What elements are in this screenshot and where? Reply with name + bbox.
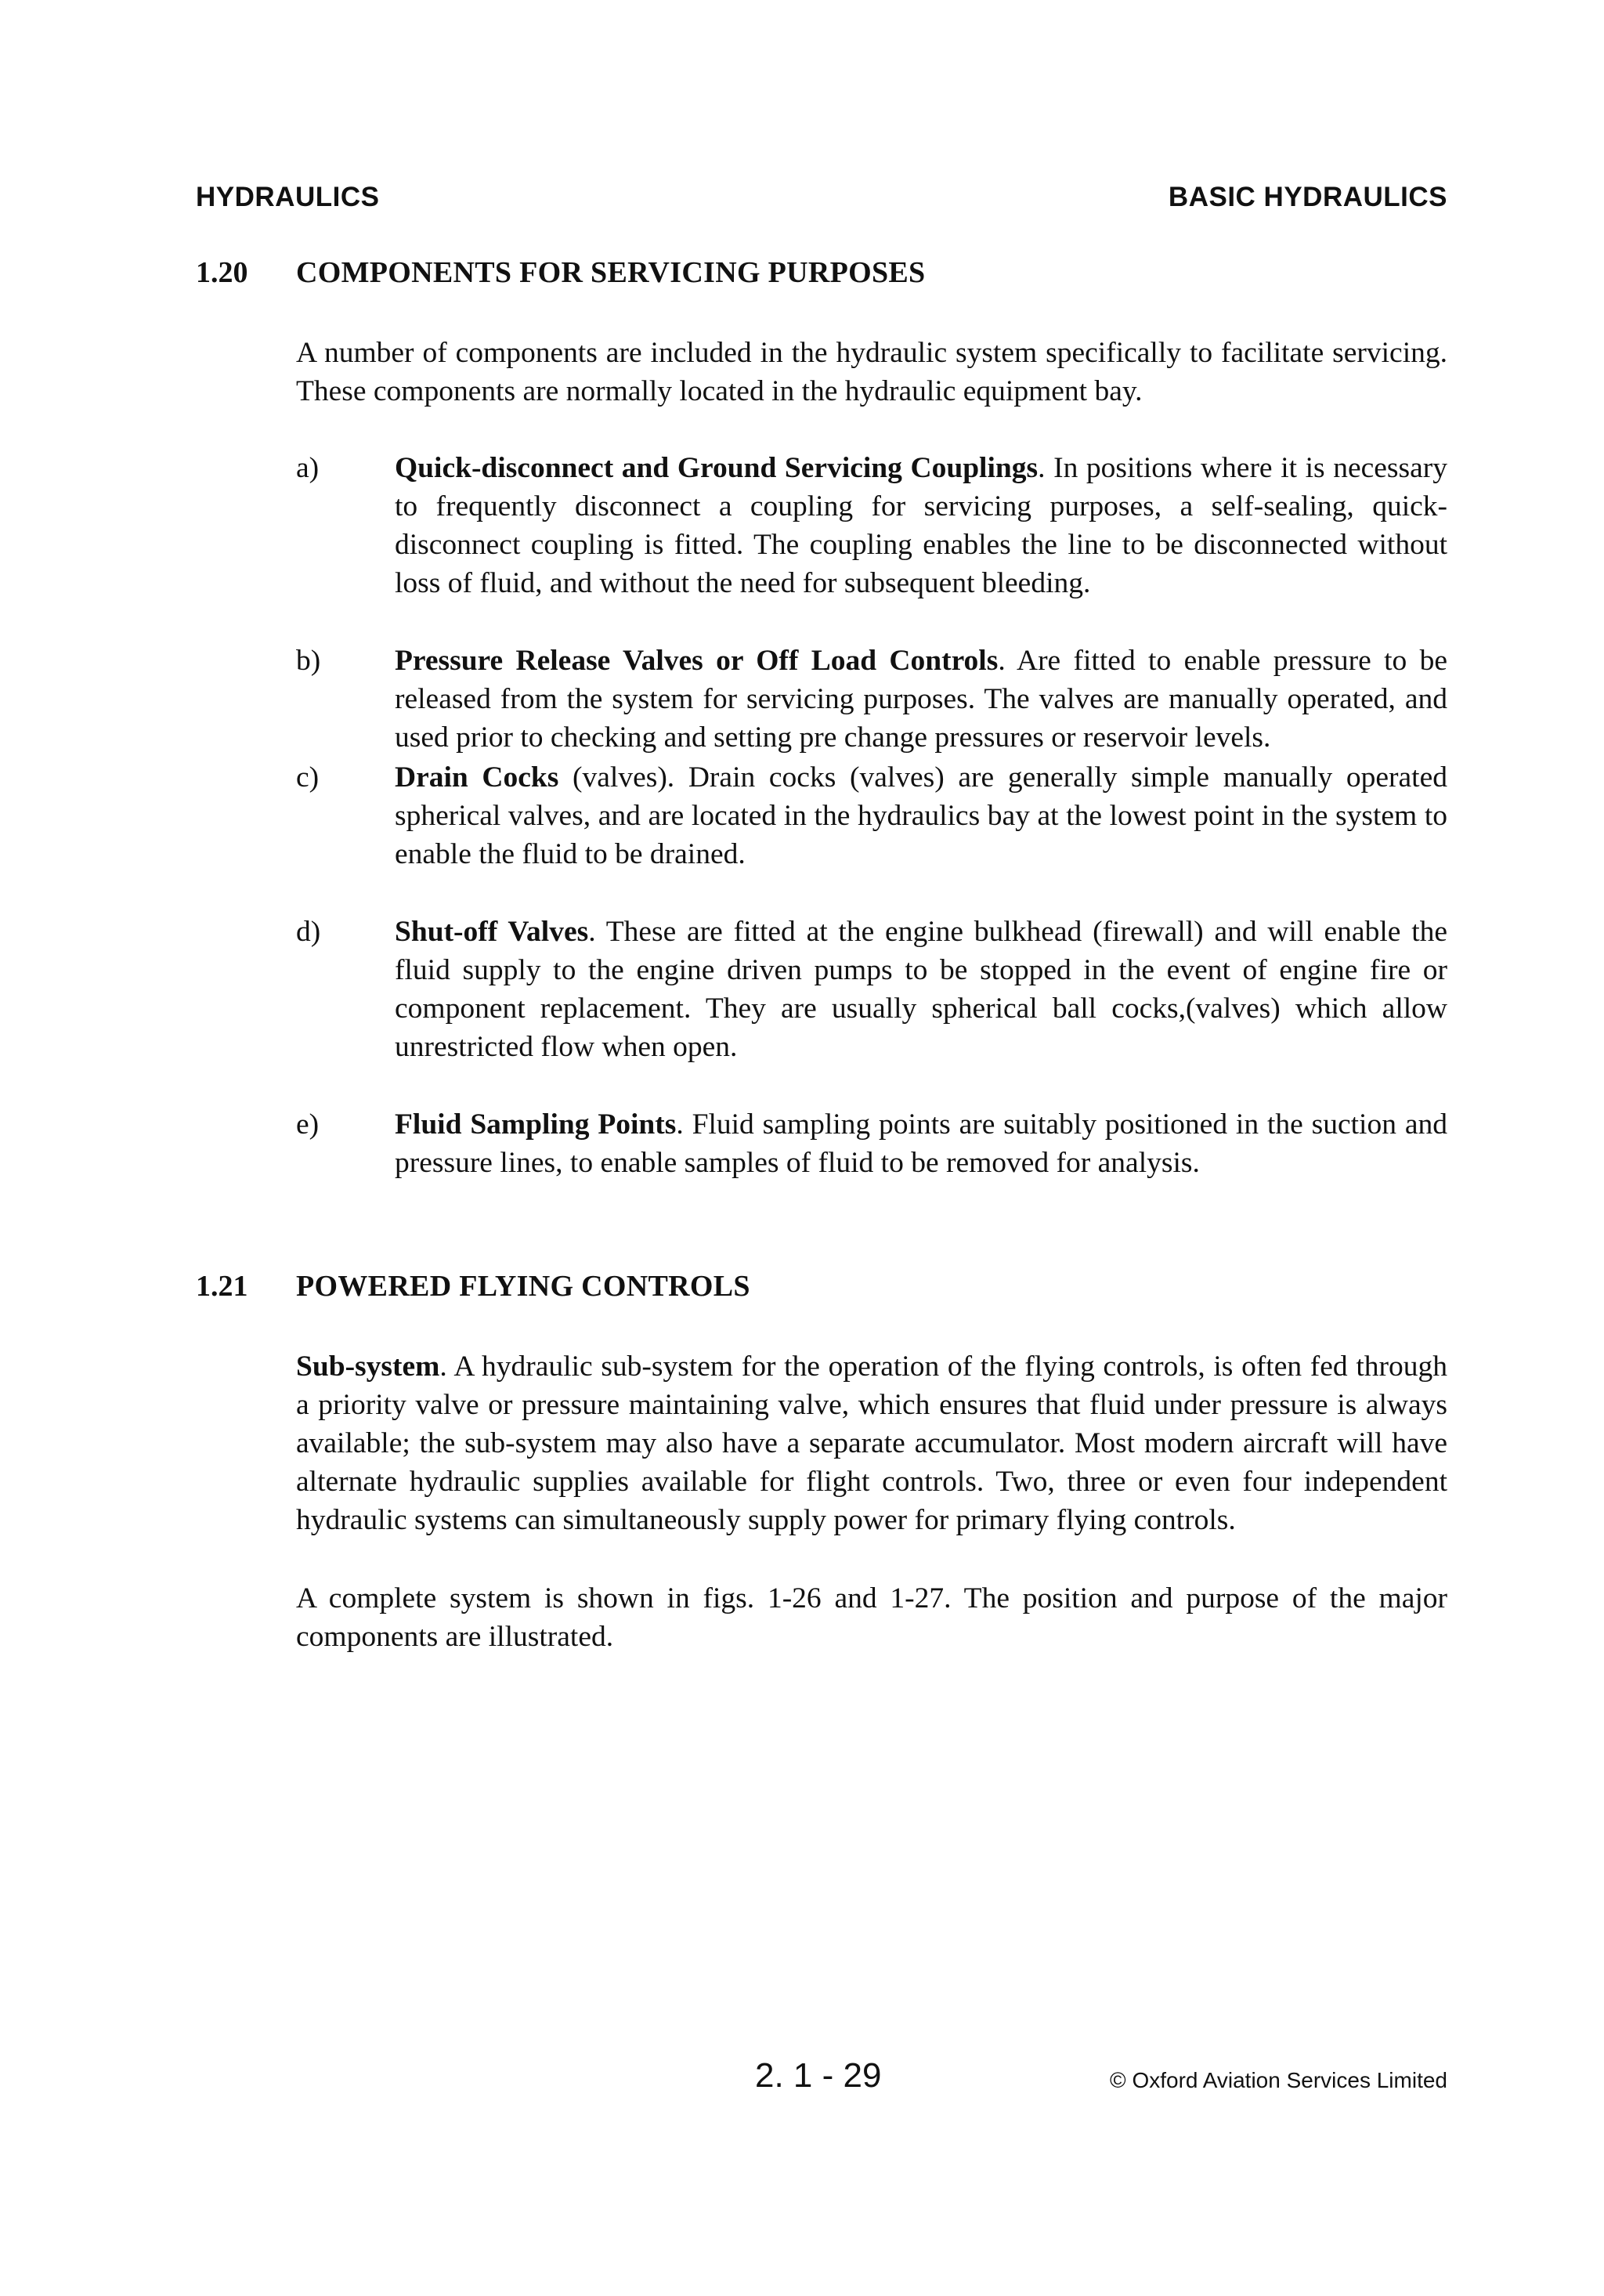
- list-item-d: [296, 913, 1447, 1066]
- list-item-body: [395, 1105, 1447, 1182]
- list-item-lead: Drain Cocks: [395, 761, 559, 794]
- list-item-lead: Fluid Sampling Points: [395, 1108, 677, 1141]
- list-item-text: . These are fitted at the engine bulkhead (firewall) and will enable the fluid supply to the engine driven pumps to be stopped in the event of engine fire or component replacement. They are usually spherical ball cocks,(valves) which allow unrestricted flow when open.: [395, 916, 1448, 1063]
- section-number: 1.21: [196, 1270, 248, 1303]
- list-item-body: [395, 449, 1447, 602]
- list-item-body: [395, 758, 1447, 873]
- list-item-a: [296, 449, 1447, 602]
- list-item-body: [395, 913, 1447, 1066]
- running-header-left: HYDRAULICS: [196, 182, 380, 212]
- section-title: POWERED FLYING CONTROLS: [296, 1270, 750, 1303]
- list-item-text: . Are fitted to enable pressure to be released from the system for servicing purposes. The valves are manually operated, and used prior to checking and setting pre change pressures or reservoir levels.: [395, 645, 1447, 754]
- running-header-right: BASIC HYDRAULICS: [1168, 182, 1447, 212]
- list-item-lead: Quick-disconnect and Ground Servicing Couplings: [395, 452, 1039, 484]
- list-item-e: [296, 1105, 1447, 1182]
- section-1-21-paragraph-2: A complete system is shown in figs. 1-26 and 1-27. The position and purpose of the major components are illustrated.: [296, 1582, 1447, 1653]
- list-item-lead: Shut-off Valves: [395, 916, 589, 948]
- section-number: 1.20: [196, 256, 248, 289]
- list-item-body: [395, 642, 1447, 757]
- list-item-text: (valves). Drain cocks (valves) are generally simple manually operated spherical valves, and are located in the hydraulics bay at the lowest point in the system to enable the fluid to be drained.: [395, 761, 1447, 870]
- list-item-c: [296, 758, 1447, 873]
- list-item-letter: d): [296, 916, 321, 948]
- paragraph-text: . A hydraulic sub-system for the operation of the flying controls, is often fed through a priority valve or pressure maintaining valve, which ensures that fluid under pressure is always available; the sub-system may also have a separate accumulator. Most modern aircraft will have alternate hydraulic supplies available for flight controls. Two, three or even four independent hydraulic systems can simultaneously supply power for primary flying controls.: [296, 1350, 1447, 1536]
- list-item-letter: a): [296, 452, 320, 484]
- list-item-letter: c): [296, 761, 320, 794]
- list-item-text: . Fluid sampling points are suitably positioned in the suction and pressure lines, to enable samples of fluid to be removed for analysis.: [395, 1108, 1447, 1179]
- copyright-notice: © Oxford Aviation Services Limited: [1110, 2068, 1447, 2092]
- section-1-21-paragraph-1: [296, 1347, 1447, 1539]
- section-heading-1-21: [196, 1269, 750, 1303]
- list-item-text: . In positions where it is necessary to frequently disconnect a coupling for servicing purposes, a self-sealing, quick-disconnect coupling is fitted. The coupling enables the line to be disconnected without loss of fluid, and without the need for subsequent bleeding.: [395, 452, 1448, 599]
- page-number: 2. 1 - 29: [755, 2056, 882, 2095]
- section-heading-1-20: [196, 255, 925, 290]
- list-item-b: [296, 642, 1447, 757]
- section-1-20-intro: A number of components are included in the hydraulic system specifically to facilitate servicing. These components are normally located in the hydraulic equipment bay.: [296, 337, 1447, 407]
- list-item-lead: Pressure Release Valves or Off Load Controls: [395, 645, 999, 677]
- section-title: COMPONENTS FOR SERVICING PURPOSES: [296, 256, 926, 289]
- list-item-letter: b): [296, 645, 321, 677]
- list-item-letter: e): [296, 1108, 320, 1141]
- paragraph-lead: Sub-system: [296, 1350, 440, 1383]
